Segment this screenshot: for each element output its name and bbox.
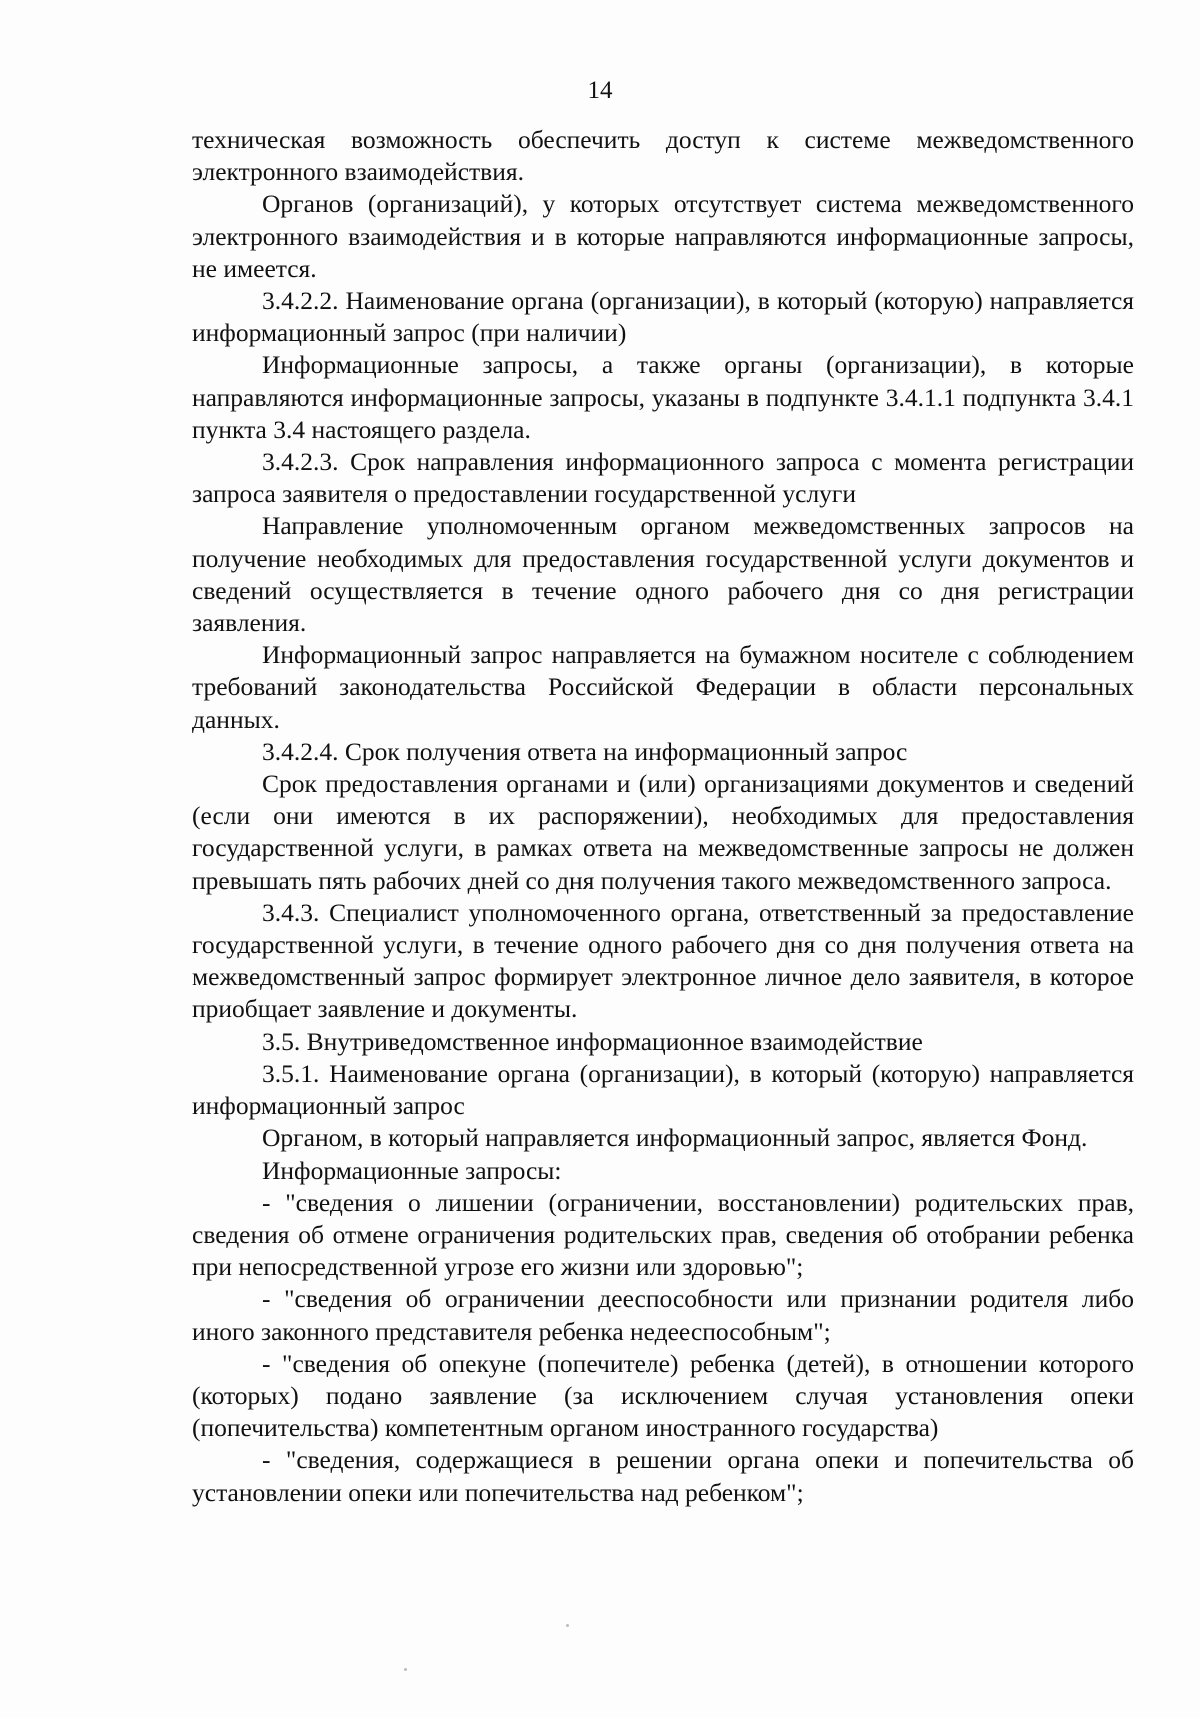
paragraph: Срок предоставления органами и (или) организациями документов и сведений (если они имеются в их распоряжении), необходимых для предоставления государственной услуги, в рамках ответа на межведомственные запросы не должен превышать пять рабочих дней со дня получения такого межведомственного запроса. — [192, 769, 1134, 895]
scan-speck — [404, 1668, 407, 1671]
document-body — [192, 124, 1134, 1509]
section-heading: 3.5.1. Наименование органа (организации), в который (которую) направляется информационный запрос — [192, 1058, 1134, 1121]
paragraph: Направление уполномоченным органом межведомственных запросов на получение необходимых для предоставления государственной услуги документов и сведений осуществляется в течение одного рабочего дня со дня регистрации заявления. — [192, 511, 1134, 638]
list-item: - "сведения, содержащиеся в решении органа опеки и попечительства об установлении опеки или попечительства над ребенком"; — [192, 1445, 1134, 1507]
paragraph: Информационные запросы, а также органы (организации), в которые направляются информационные запросы, указаны в подпункте 3.4.1.1 подпункта 3.4.1 пункта 3.4 настоящего раздела. — [192, 350, 1134, 444]
page-number: 14 — [587, 77, 613, 104]
list-item: - "сведения об опекуне (попечителе) ребенка (детей), в отношении которого (которых) подано заявление (за исключением случая установления опеки (попечительства) компетентным органом иностранного государства) — [192, 1348, 1134, 1443]
section-heading: 3.4.2.3. Срок направления информационного запроса с момента регистрации запроса заявителя о предоставлении государственной услуги — [192, 447, 1134, 509]
section-heading: 3.4.2.2. Наименование органа (организации), в который (которую) направляется информационный запрос (при наличии) — [192, 286, 1134, 348]
paragraph: 3.4.3. Специалист уполномоченного органа, ответственный за предоставление государственной услуги, в течение одного рабочего дня со дня получения ответа на межведомственный запрос формирует электронное личное дело заявителя, в которое приобщает заявление и документы. — [192, 897, 1134, 1024]
list-item: - "сведения о лишении (ограничении, восстановлении) родительских прав, сведения об отмене ограничения родительских прав, сведения об отобрании ребенка при непосредственной угрозе его жизни или здоровью"; — [192, 1187, 1134, 1282]
scan-speck — [566, 1624, 569, 1627]
paragraph: техническая возможность обеспечить доступ к системе межведомственного электронного взаимодействия. — [192, 125, 1134, 187]
paragraph: Органом, в который направляется информационный запрос, является Фонд. — [262, 1123, 1088, 1153]
section-heading: 3.5. Внутриведомственное информационное взаимодействие — [262, 1026, 923, 1056]
paragraph: Информационные запросы: — [262, 1155, 562, 1185]
section-heading: 3.4.2.4. Срок получения ответа на информационный запрос — [262, 736, 908, 766]
paragraph: Информационный запрос направляется на бумажном носителе с соблюдением требований законодательства Российской Федерации в области персональных данных. — [192, 640, 1134, 734]
paragraph: Органов (организаций), у которых отсутствует система межведомственного электронного взаимодействия и в которые направляются информационные запросы, не имеется. — [192, 189, 1134, 283]
list-item: - "сведения об ограничении дееспособности или признании родителя либо иного законного представителя ребенка недееспособным"; — [192, 1284, 1134, 1346]
